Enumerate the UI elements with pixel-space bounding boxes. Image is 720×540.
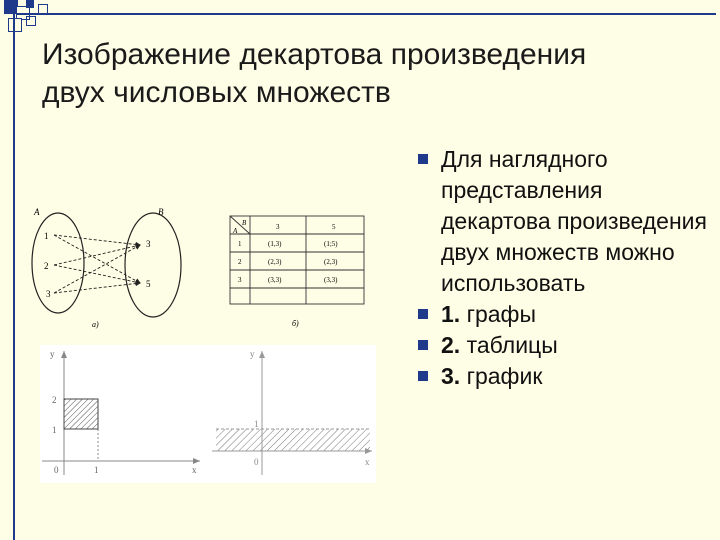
table-corner-b: B: [242, 219, 247, 227]
x-tick-label: 1: [94, 465, 99, 475]
graph-figure: [28, 205, 198, 335]
bullet-text: графы: [460, 301, 537, 327]
bullet-square-icon: [418, 371, 428, 381]
left-rule: [13, 10, 15, 540]
table-cell: (2,3): [324, 258, 338, 266]
y-tick-label: 1: [254, 419, 259, 429]
table-cell: (3,3): [324, 276, 338, 284]
slide-title: Изображение декартова произведения двух числовых множеств: [42, 38, 587, 109]
plot-left: [40, 345, 210, 483]
bullet-item: [414, 299, 714, 330]
figure-caption: б): [292, 319, 299, 328]
table-cell: (1,3): [268, 240, 282, 248]
y-axis-label: y: [50, 349, 55, 359]
x-axis-label: x: [365, 457, 370, 467]
x-tick-label: 0: [254, 457, 259, 467]
y-tick-label: 1: [52, 425, 57, 435]
bullet-item: [414, 330, 714, 361]
b-element: 5: [146, 279, 151, 289]
table-row-head: 2: [238, 258, 242, 266]
bullet-square-icon: [418, 340, 428, 350]
bullet-square-icon: [418, 154, 428, 164]
bullet-item: [414, 144, 714, 299]
set-a-ellipse: [32, 213, 84, 313]
cartesian-square-region: [64, 399, 98, 429]
a-element: 3: [46, 289, 51, 299]
table-col-header: 5: [332, 223, 336, 231]
bullet-number: 1.: [441, 301, 461, 327]
table-cell: (3,3): [268, 276, 282, 284]
bullet-number: 2.: [441, 332, 461, 358]
bullet-list: [414, 144, 714, 392]
x-tick-label: 0: [54, 465, 59, 475]
table-row-head: 1: [238, 240, 242, 248]
b-element: 3: [146, 239, 151, 249]
bullet-number: 3.: [441, 363, 461, 389]
figure-caption: а): [92, 320, 99, 329]
a-element: 1: [44, 231, 49, 241]
bullet-text: таблицы: [460, 332, 558, 358]
y-tick-label: 2: [52, 395, 57, 405]
set-b-ellipse: [125, 213, 181, 317]
cartesian-strip-region: [216, 429, 370, 451]
set-a-label: A: [34, 207, 40, 217]
table-corner-a: A: [233, 227, 238, 235]
table-figure: [228, 212, 368, 332]
table-col-header: 3: [276, 223, 280, 231]
plot-right: [210, 345, 376, 483]
table-cell: (2,3): [268, 258, 282, 266]
bullet-text: Для наглядного представления декартова произведения двух множеств можно использовать: [441, 146, 707, 296]
table-cell: (1;5): [324, 240, 338, 248]
y-axis-label: y: [250, 349, 255, 359]
top-rule: [16, 13, 716, 15]
bullet-square-icon: [418, 309, 428, 319]
x-axis-label: x: [192, 465, 197, 475]
table-row-head: 3: [238, 276, 242, 284]
bullet-text: график: [460, 363, 543, 389]
a-element: 2: [44, 261, 49, 271]
bullet-item: [414, 361, 714, 392]
set-b-label: B: [158, 207, 164, 217]
